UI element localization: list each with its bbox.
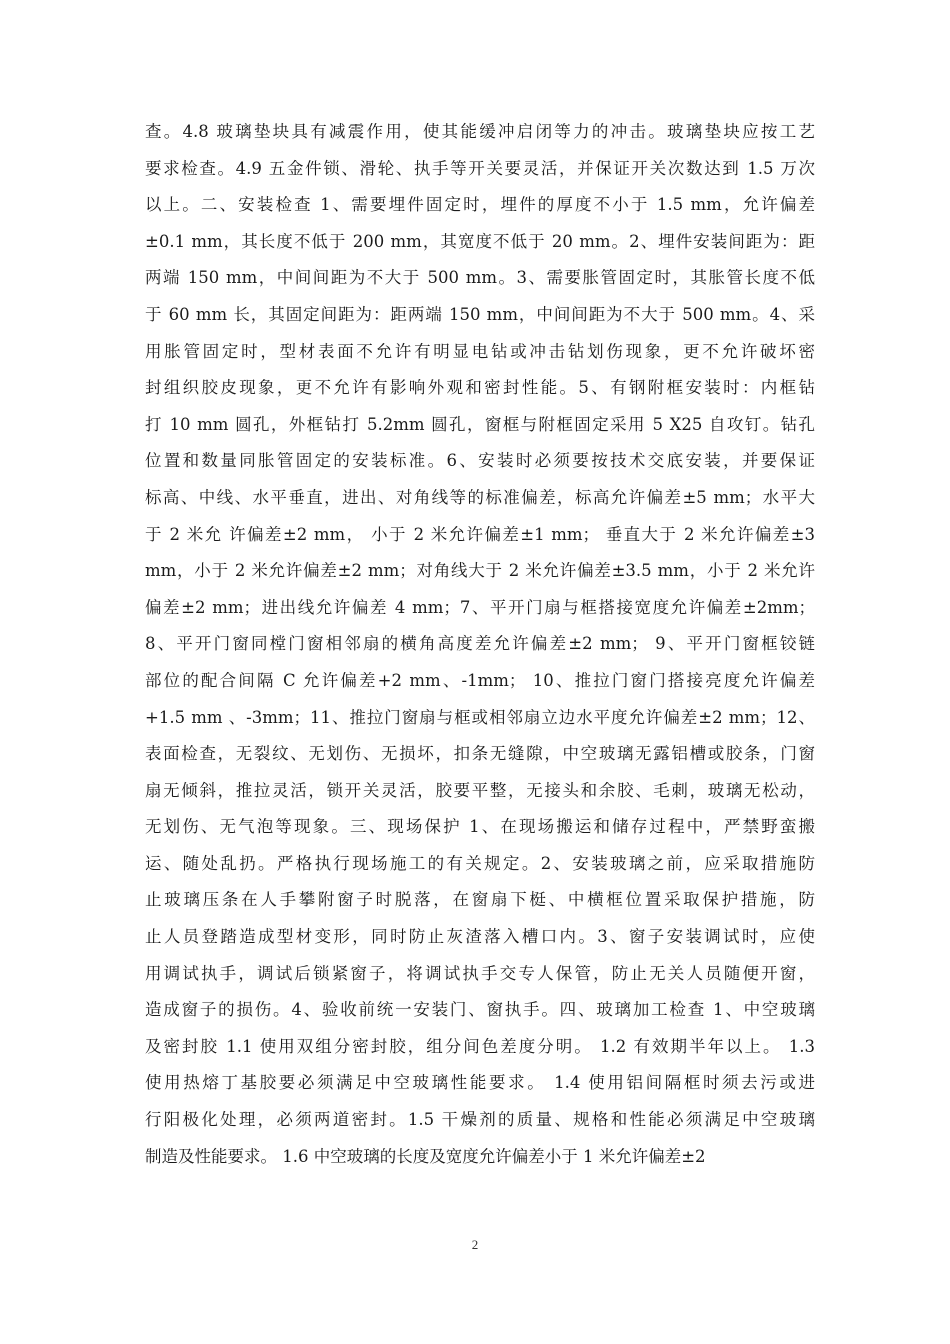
text-line: 造成窗子的损伤。4、验收前统一安装门、窗执手。四、玻璃加工检查 1、中空玻璃 [145, 1000, 815, 1020]
text-line: 用胀管固定时，型材表面不允许有明显电钻或冲击钻划伤现象，更不允许破坏密 [145, 341, 815, 361]
text-line: 无划伤、无气泡等现象。三、现场保护 1、在现场搬运和储存过程中，严禁野蛮搬 [145, 817, 815, 837]
text-line: 以上。二、安装检查 1、需要埋件固定时，埋件的厚度不小于 1.5 mm，允许偏差 [145, 195, 815, 215]
text-line: 止人员登踏造成型材变形，同时防止灰渣落入槽口内。3、窗子安装调试时，应使 [145, 927, 815, 947]
text-line: 于 60 mm 长，其固定间距为：距两端 150 mm，中间间距为不大于 500 mm。4、采 [145, 304, 815, 324]
text-line: 标高、中线、水平垂直，进出、对角线等的标准偏差，标高允许偏差±5 mm；水平大 [145, 487, 815, 507]
text-line: 扇无倾斜，推拉灵活，锁开关灵活，胶要平整，无接头和余胶、毛刺，玻璃无松动， [145, 780, 815, 800]
text-line: 要求检查。4.9 五金件锁、滑轮、执手等开关要灵活，并保证开关次数达到 1.5 万次 [145, 158, 815, 178]
text-line: 用调试执手，调试后锁紧窗子，将调试执手交专人保管，防止无关人员随便开窗， [145, 963, 815, 983]
text-line: 表面检查，无裂纹、无划伤、无损坏，扣条无缝隙，中空玻璃无露铝槽或胶条，门窗 [145, 744, 815, 764]
text-line: mm，小于 2 米允许偏差±2 mm；对角线大于 2 米允许偏差±3.5 mm，小于 2 米允许 [145, 561, 815, 581]
text-line: 使用热熔丁基胶要必须满足中空玻璃性能要求。 1.4 使用铝间隔框时须去污或进 [145, 1073, 815, 1093]
text-line: 偏差±2 mm；进出线允许偏差 4 mm；7、平开门扇与框搭接宽度允许偏差±2mm； [145, 597, 815, 617]
text-line: 位置和数量同胀管固定的安装标准。6、安装时必须要按技术交底安装，并要保证 [145, 451, 815, 471]
text-line: 运、随处乱扔。严格执行现场施工的有关规定。2、安装玻璃之前，应采取措施防 [145, 853, 815, 873]
text-line: 封组织胶皮现象，更不允许有影响外观和密封性能。5、有钢附框安装时：内框钻 [145, 378, 815, 398]
text-line: 止玻璃压条在人手攀附窗子时脱落，在窗扇下梃、中横框位置采取保护措施，防 [145, 890, 815, 910]
text-line: 两端 150 mm，中间间距为不大于 500 mm。3、需要胀管固定时，其胀管长度不低 [145, 268, 815, 288]
text-line: +1.5 mm 、-3mm；11、推拉门窗扇与框或相邻扇立边水平度允许偏差±2 mm；12、 [145, 707, 815, 727]
text-line: 制造及性能要求。 1.6 中空玻璃的长度及宽度允许偏差小于 1 米允许偏差±2 [145, 1146, 706, 1166]
body-text [145, 114, 815, 1175]
text-line: 及密封胶 1.1 使用双组分密封胶，组分间色差度分明。 1.2 有效期半年以上。 1.3 [145, 1036, 815, 1056]
text-line: 查。4.8 玻璃垫块具有减震作用，使其能缓冲启闭等力的冲击。玻璃垫块应按工艺 [145, 122, 815, 141]
page-number: 2 [471, 1237, 479, 1252]
text-line: 打 10 mm 圆孔，外框钻打 5.2mm 圆孔，窗框与附框固定采用 5 X25 自攻钉。钻孔 [145, 414, 815, 434]
text-line: ±0.1 mm，其长度不低于 200 mm，其宽度不低于 20 mm。2、埋件安装间距为：距 [145, 231, 815, 251]
text-line: 8、平开门窗同樘门窗相邻扇的横角高度差允许偏差±2 mm； 9、平开门窗框铰链 [145, 634, 815, 654]
text-line: 部位的配合间隔 C 允许偏差+2 mm、-1mm； 10、推拉门窗门搭接亮度允许偏差 [145, 670, 815, 690]
text-line: 于 2 米允 许偏差±2 mm， 小于 2 米允许偏差±1 mm； 垂直大于 2 米允许偏差±3 [145, 524, 815, 544]
text-line: 行阳极化处理，必须两道密封。1.5 干燥剂的质量、规格和性能必须满足中空玻璃 [145, 1110, 815, 1130]
